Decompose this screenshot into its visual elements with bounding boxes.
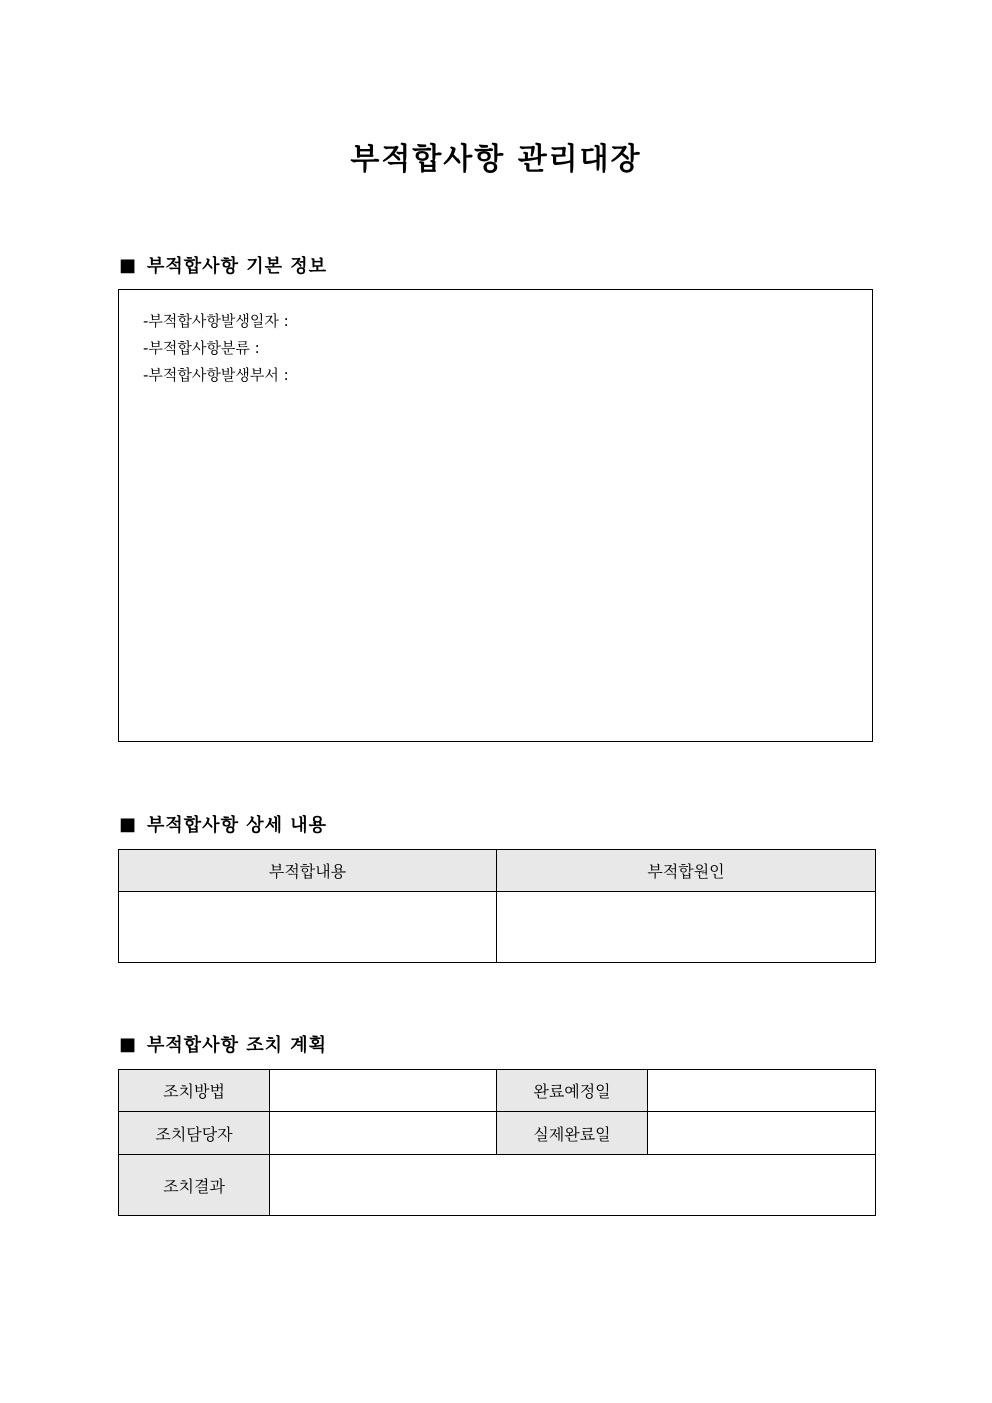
action-method-cell[interactable] (270, 1070, 497, 1112)
nonconformity-cause-header: 부적합원인 (497, 850, 876, 892)
occurrence-date-line: -부적합사항발생일자 : (143, 312, 289, 330)
nonconformity-content-header: 부적합내용 (119, 850, 497, 892)
action-manager-label: 조치담당자 (119, 1112, 270, 1155)
planned-completion-label: 완료예정일 (497, 1070, 648, 1112)
nonconformity-content-cell[interactable] (119, 892, 497, 963)
actual-completion-label: 실제완료일 (497, 1112, 648, 1155)
section-heading-detail (119, 812, 327, 836)
action-manager-cell[interactable] (270, 1112, 497, 1155)
square-bullet-icon: ■ (119, 813, 138, 835)
page-title: 부적합사항 관리대장 (350, 142, 642, 177)
section-heading-label: 부적합사항 상세 내용 (147, 815, 328, 836)
basic-info-box[interactable] (118, 289, 873, 742)
actual-completion-cell[interactable] (648, 1112, 876, 1155)
action-plan-table (118, 1069, 876, 1216)
planned-completion-cell[interactable] (648, 1070, 876, 1112)
section-heading-label: 부적합사항 조치 계획 (147, 1035, 328, 1056)
nonconformity-cause-cell[interactable] (497, 892, 876, 963)
square-bullet-icon: ■ (119, 254, 138, 276)
square-bullet-icon: ■ (119, 1033, 138, 1055)
section-heading-basic-info (119, 253, 327, 277)
classification-line: -부적합사항분류 : (143, 339, 260, 357)
detail-table (118, 849, 876, 963)
section-heading-label: 부적합사항 기본 정보 (147, 256, 328, 277)
action-result-label: 조치결과 (119, 1155, 270, 1216)
department-line: -부적합사항발생부서 : (143, 366, 289, 384)
section-heading-plan (119, 1032, 327, 1056)
action-result-cell[interactable] (270, 1155, 876, 1216)
action-method-label: 조치방법 (119, 1070, 270, 1112)
